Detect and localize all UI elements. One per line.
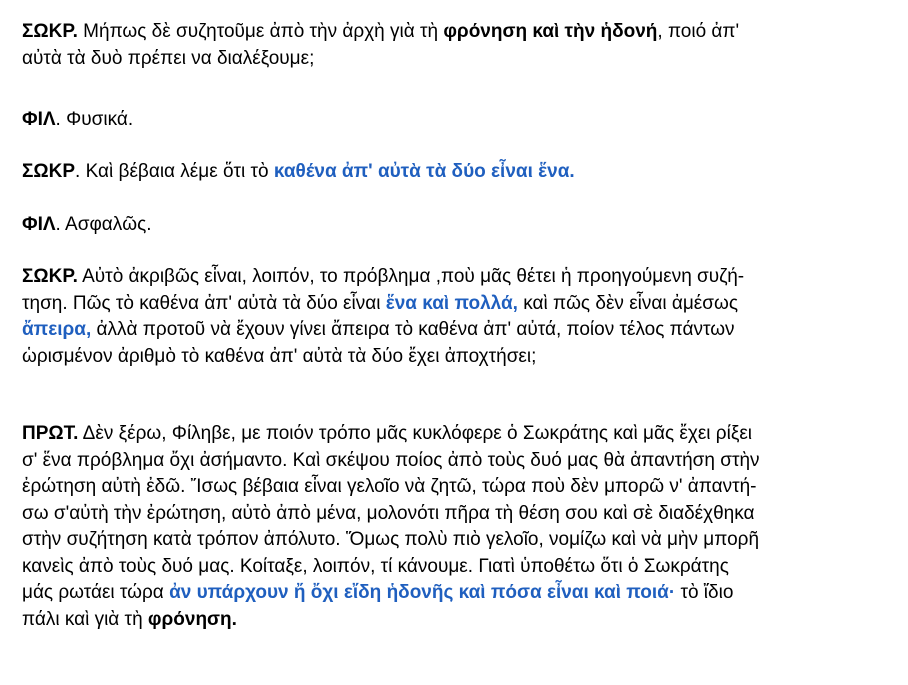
highlighted-text: ἕνα καὶ πολλά, xyxy=(385,292,518,314)
emphasis-text: φρόνηση καὶ τὴν ἡδονή xyxy=(443,21,658,42)
text-line xyxy=(22,264,890,291)
speech-text: τὸ ἴδιο xyxy=(675,582,734,603)
speech-text: , ποιό ἀπ' xyxy=(657,21,740,42)
speaker-label: ΦΙΛ xyxy=(22,109,56,130)
speech-text: . Ασφαλῶς. xyxy=(55,214,152,235)
speech-text: Δὲν ξέρω, Φίληβε, με ποιόν τρόπο μᾶς κυκλόφερε ὁ Σωκράτης καὶ μᾶς ἔχει ρίξει xyxy=(78,423,753,444)
speaker-label: ΣΩΚΡ xyxy=(22,161,76,182)
paragraph-socrates-3 xyxy=(22,264,890,370)
text-line xyxy=(22,317,890,344)
speech-text: Μήπως δὲ συζητοῦμε ἀπὸ τὴν ἀρχὴ γιὰ τὴ xyxy=(77,21,444,42)
speech-text: Αὐτὸ ἀκριβῶς εἶναι, λοιπόν, το πρόβλημα ,ποὺ μᾶς θέτει ἡ προηγούμενη συζή- xyxy=(77,266,745,287)
text-line xyxy=(22,580,890,607)
speech-text: . Καὶ βέβαια λέμε ὅτι τὸ xyxy=(75,161,274,182)
text-line xyxy=(22,159,890,186)
speech-text: κανεὶς ἀπὸ τοὺς δυό μας. Κοίταξε, λοιπόν, τί κάνουμε. Γιατὶ ὑποθέτω ὅτι ὁ Σωκράτης xyxy=(22,555,729,577)
speech-text: τηση. Πῶς τὸ καθένα ἀπ' αὐτὰ τὰ δύο εἶναι xyxy=(22,292,386,314)
speech-text: πάλι καὶ γιὰ τὴ xyxy=(22,608,148,630)
paragraph-philebus-1 xyxy=(22,107,890,134)
highlighted-text: ἀν υπάρχουν ἤ ὄχι εἴδη ἡδονῆς καὶ πόσα εἶναι καὶ ποιά· xyxy=(169,582,676,603)
text-line xyxy=(22,107,890,134)
speech-text: σ' ἕνα πρόβλημα ὄχι ἀσήμαντο. Καὶ σκέψου ποίος ἀπὸ τοὺς δυό μας θὰ ἀπαντήση στὴν xyxy=(22,449,760,471)
paragraph-protarchus xyxy=(22,421,890,633)
speaker-label: ΠΡΩΤ. xyxy=(22,423,79,444)
speech-text: ἐρώτηση αὐτὴ ἐδῶ. Ἴσως βέβαια εἶναι γελοῖο νὰ ζητῶ, τώρα ποὺ δὲν μπορῶ ν' ἀπαντή- xyxy=(22,476,757,497)
speaker-label: ΣΩΚΡ. xyxy=(22,266,78,287)
text-line xyxy=(22,212,890,239)
emphasis-text: φρόνηση. xyxy=(147,608,237,630)
speech-text: μάς ρωτάει τώρα xyxy=(22,582,170,603)
text-line xyxy=(22,421,890,448)
speech-text: καὶ πῶς δὲν εἶναι ἀμέσως xyxy=(517,292,738,314)
highlighted-text: καθένα ἀπ' αὐτὰ τὰ δύο εἶναι ἕνα. xyxy=(273,161,575,182)
speech-text: στὴν συζήτηση κατὰ τρόπον ἀπόλυτο. Ὅμως πολὺ πιὸ γελοῖο, νομίζω καὶ νὰ μὴν μπορῆ xyxy=(22,529,760,550)
speech-text: . Φυσικά. xyxy=(55,109,134,130)
speech-text: σω σ'αὐτὴ τὴν ἐρώτηση, αὐτὸ ἀπὸ μένα, μολονότι πῆρα τὴ θέση σου καὶ σὲ διαδέχθηκα xyxy=(22,502,755,524)
speaker-label: ΦΙΛ xyxy=(22,214,56,235)
paragraph-philebus-2 xyxy=(22,212,890,239)
paragraph-socrates-2 xyxy=(22,159,890,186)
highlighted-text: ἄπειρα, xyxy=(22,319,92,340)
speaker-label: ΣΩΚΡ. xyxy=(22,21,78,42)
speech-text: αὐτὰ τὰ δυὸ πρέπει να διαλέξουμε; xyxy=(22,47,315,69)
text-line xyxy=(22,19,890,46)
text-line xyxy=(22,607,890,634)
text-line xyxy=(22,291,890,318)
paragraph-socrates-1 xyxy=(22,19,890,72)
speech-text: ἀλλὰ προτοῦ νὰ ἔχουν γίνει ἄπειρα τὸ καθένα ἀπ' αὐτά, ποίον τέλος πάντων xyxy=(91,319,735,340)
speech-text: ὡρισμένον ἀριθμὸ τὸ καθένα ἀπ' αὐτὰ τὰ δύο ἔχει ἀποχτήσει; xyxy=(22,345,537,367)
